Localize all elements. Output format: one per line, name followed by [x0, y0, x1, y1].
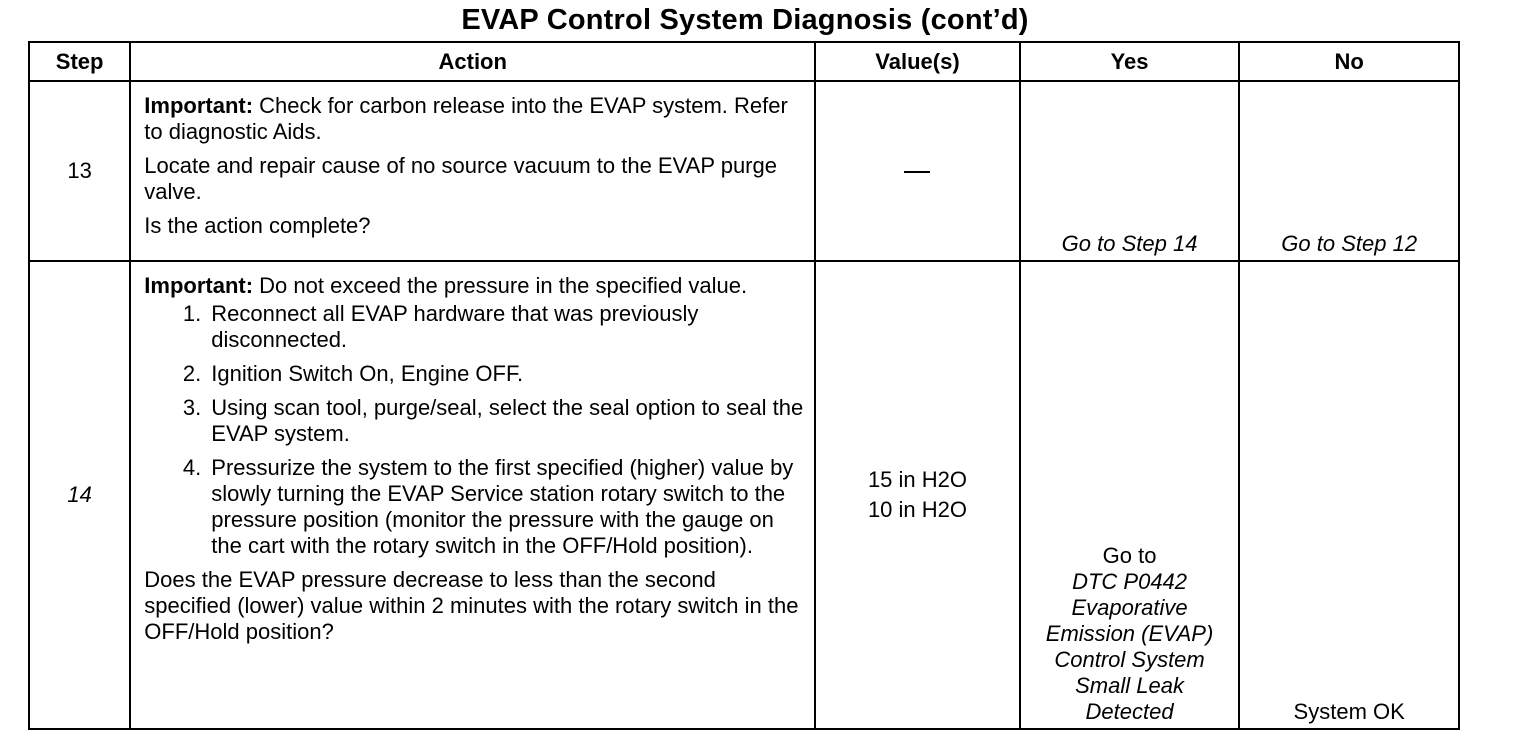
table-row-step-13	[29, 81, 1459, 261]
no-cell	[1239, 261, 1459, 729]
list-item	[144, 395, 804, 447]
yes-cell	[1020, 81, 1240, 261]
action-cell	[130, 261, 815, 729]
action-question: Does the EVAP pressure decrease to less than the second specified (lower) value within 2 minutes with the rotary switch in the OFF/Hold position?	[144, 567, 799, 644]
table-header-row	[29, 42, 1459, 81]
no-result: Go to Step 12	[1281, 231, 1418, 256]
important-label: Important:	[144, 93, 254, 118]
step-text: Reconnect all EVAP hardware that was previously disconnected.	[211, 301, 699, 352]
important-text: Do not exceed the pressure in the specified value.	[253, 273, 748, 298]
no-result: System OK	[1293, 699, 1405, 724]
list-item	[144, 455, 804, 559]
yes-line: Detected	[1085, 699, 1174, 724]
step-text: Using scan tool, purge/seal, select the seal option to seal the EVAP system.	[211, 395, 804, 446]
page-title: EVAP Control System Diagnosis (cont’d)	[461, 4, 1029, 36]
step-number-cell	[29, 81, 130, 261]
action-question: Is the action complete?	[144, 213, 371, 238]
action-paragraph: Locate and repair cause of no source vacuum to the EVAP purge valve.	[144, 153, 777, 204]
important-note	[144, 93, 804, 145]
value-cell	[815, 81, 1020, 261]
step-number-cell	[29, 261, 130, 729]
yes-result: Go to Step 14	[1061, 231, 1198, 256]
yes-prefix: Go to	[1102, 543, 1157, 568]
procedure-steps	[144, 301, 804, 559]
yes-cell	[1020, 261, 1240, 729]
header-yes: Yes	[1020, 42, 1240, 81]
empty-value-dash	[904, 171, 930, 174]
step-text: Ignition Switch On, Engine OFF.	[211, 361, 524, 386]
value-low: 10 in H2O	[867, 497, 967, 522]
header-values: Value(s)	[815, 42, 1020, 81]
step-index: 1.	[182, 301, 202, 326]
list-item	[144, 301, 804, 353]
yes-line: Control System	[1054, 647, 1205, 672]
important-text: Check for carbon release into the EVAP system. Refer to diagnostic Aids.	[144, 93, 788, 144]
step-number: 13	[67, 158, 92, 183]
table-row-step-14	[29, 261, 1459, 729]
header-step: Step	[29, 42, 130, 81]
step-index: 2.	[182, 361, 202, 386]
step-index: 4.	[182, 455, 202, 480]
list-item	[144, 361, 804, 387]
value-cell	[815, 261, 1020, 729]
step-text: Pressurize the system to the first specified (higher) value by slowly turning the EVAP Service station rotary switch to the pressure position (monitor the pressure with the gauge on the cart with the rotary switch in the OFF/Hold position).	[211, 455, 794, 558]
yes-line: Evaporative	[1071, 595, 1188, 620]
important-label: Important:	[144, 273, 254, 298]
yes-line: DTC P0442	[1072, 569, 1188, 594]
header-action: Action	[130, 42, 815, 81]
step-index: 3.	[182, 395, 202, 420]
action-cell	[130, 81, 815, 261]
header-no: No	[1239, 42, 1459, 81]
diagnosis-table	[28, 41, 1460, 730]
step-number: 14	[67, 482, 92, 507]
yes-line: Small Leak	[1075, 673, 1184, 698]
no-cell	[1239, 81, 1459, 261]
yes-result	[1021, 543, 1239, 725]
value-high: 15 in H2O	[867, 467, 967, 492]
yes-line: Emission (EVAP)	[1045, 621, 1214, 646]
important-note	[144, 273, 804, 299]
